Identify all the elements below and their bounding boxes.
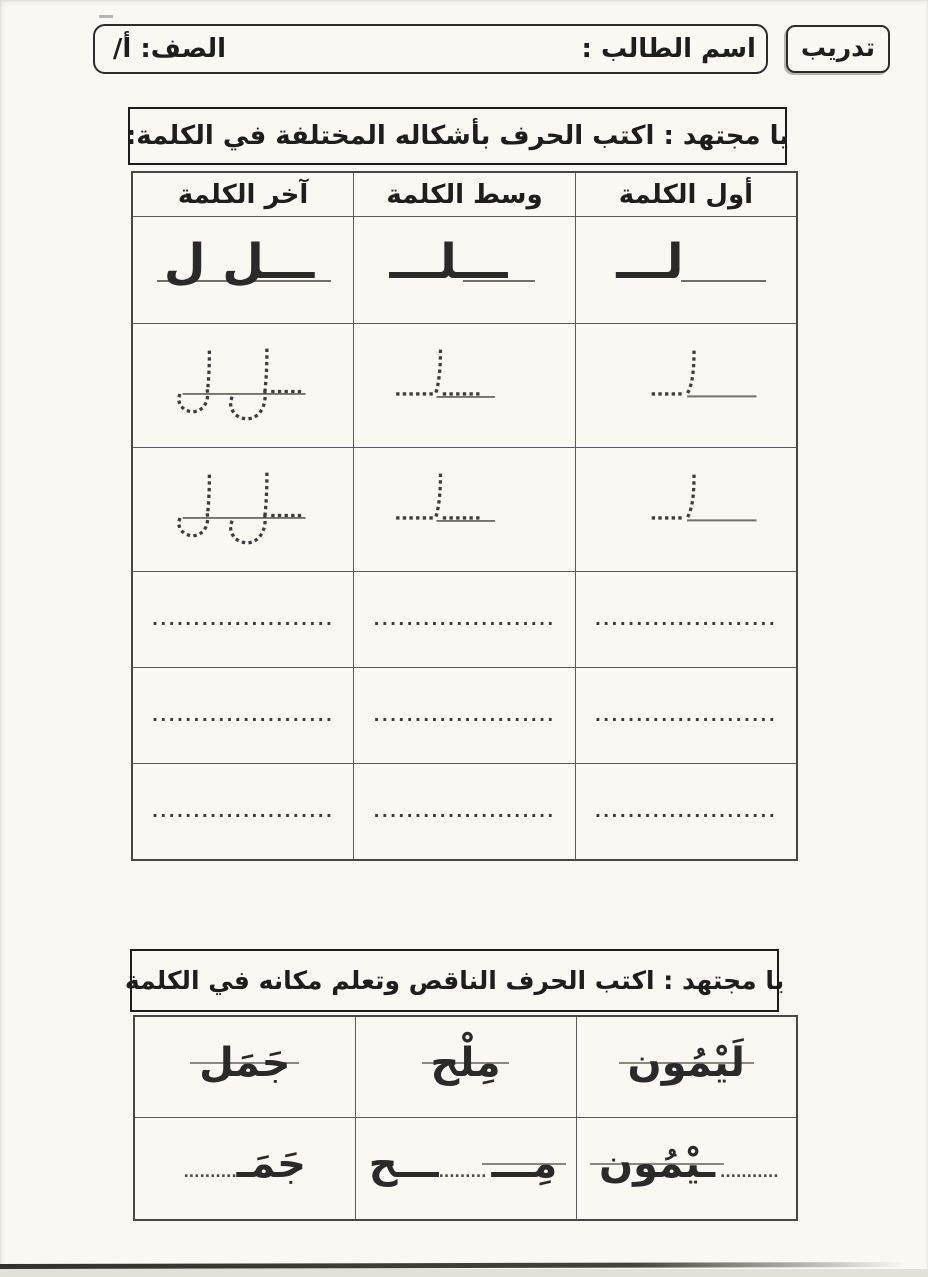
scan-artifact-line bbox=[0, 1262, 905, 1268]
cell-initial-traced[interactable] bbox=[575, 448, 797, 572]
cell-final-solid bbox=[132, 217, 354, 324]
missing-letter-blank[interactable]: ......... bbox=[438, 1165, 487, 1181]
cell-initial-traced[interactable] bbox=[575, 324, 797, 448]
practice-dotted-line[interactable]: ...................... bbox=[373, 706, 556, 725]
practice-dotted-line[interactable]: ...................... bbox=[594, 610, 777, 629]
student-name-label: اسم الطالب : bbox=[581, 34, 756, 64]
practice-row bbox=[132, 572, 797, 668]
practice-dotted-line[interactable]: ...................... bbox=[594, 802, 777, 821]
practice-dotted-line[interactable]: ...................... bbox=[152, 610, 335, 629]
table-header-row bbox=[132, 172, 797, 217]
activity2-title: يا مجتهد : اكتب الحرف الناقص وتعلم مكانه في الكلمة bbox=[124, 966, 785, 995]
word-lemon: لَيْمُون bbox=[623, 1040, 750, 1086]
student-name-box bbox=[93, 24, 768, 74]
practice-row bbox=[132, 668, 797, 764]
practice-dotted-line[interactable]: ...................... bbox=[373, 802, 556, 821]
lam-final-isolated-solid: ـــل ل bbox=[163, 234, 315, 290]
practice-cell[interactable] bbox=[132, 764, 354, 861]
lam-final-isolated-traced-icon bbox=[133, 455, 353, 565]
word-salt: مِلْح bbox=[426, 1040, 506, 1086]
missing-letter-blank[interactable]: ........... bbox=[720, 1165, 779, 1181]
scan-artifact-band bbox=[0, 1269, 928, 1277]
lam-medial-solid: ـــلـــ bbox=[389, 234, 508, 290]
practice-cell[interactable] bbox=[575, 668, 797, 764]
practice-cell[interactable] bbox=[354, 764, 576, 861]
cell-medial-traced[interactable] bbox=[354, 324, 576, 448]
word-salt-end: ـــح bbox=[368, 1141, 439, 1187]
lam-initial-traced-icon bbox=[576, 455, 796, 565]
practice-dotted-line[interactable]: ...................... bbox=[152, 706, 335, 725]
lam-medial-traced-icon bbox=[354, 455, 575, 565]
missing-letter-table bbox=[133, 1015, 798, 1221]
cell-final-traced[interactable] bbox=[132, 448, 354, 572]
lam-final-isolated-traced-icon bbox=[133, 331, 353, 441]
activity2-title-box bbox=[124, 949, 785, 1012]
cell-word-salt bbox=[355, 1016, 576, 1118]
solid-forms-row bbox=[132, 217, 797, 324]
practice-dotted-line[interactable]: ...................... bbox=[373, 610, 556, 629]
practice-cell[interactable] bbox=[132, 668, 354, 764]
practice-dotted-line[interactable]: ...................... bbox=[152, 802, 335, 821]
cell-missing-lemon[interactable] bbox=[576, 1118, 797, 1221]
missing-letter-row bbox=[134, 1118, 797, 1221]
cell-missing-camel[interactable] bbox=[134, 1118, 355, 1221]
traced-forms-row bbox=[132, 324, 797, 448]
class-label: الصف: أ/ bbox=[112, 34, 227, 64]
practice-cell[interactable] bbox=[575, 572, 797, 668]
cell-missing-salt[interactable] bbox=[355, 1118, 576, 1221]
lam-initial-traced-icon bbox=[576, 331, 796, 441]
column-header-word-end: آخر الكلمة bbox=[132, 172, 354, 217]
cell-medial-traced[interactable] bbox=[354, 448, 576, 572]
word-salt-start: مِـــ bbox=[486, 1141, 562, 1187]
student-name-blank[interactable] bbox=[226, 35, 581, 63]
column-header-word-middle: وسط الكلمة bbox=[354, 172, 576, 217]
practice-row bbox=[132, 764, 797, 861]
traced-forms-row bbox=[132, 448, 797, 572]
word-camel: جَمَل bbox=[194, 1040, 295, 1086]
word-lemon-partial: ـيْمُون bbox=[594, 1141, 720, 1187]
complete-words-row bbox=[134, 1016, 797, 1118]
cell-final-traced[interactable] bbox=[132, 324, 354, 448]
writing-line bbox=[681, 280, 766, 282]
word-camel-start: جَمَـ bbox=[236, 1141, 306, 1187]
cell-word-lemon bbox=[576, 1016, 797, 1118]
cell-medial-solid bbox=[354, 217, 576, 324]
lam-medial-traced-icon bbox=[354, 331, 575, 441]
activity1-title: يا مجتهد : اكتب الحرف بأشكاله المختلفة في الكلمة: bbox=[125, 121, 790, 151]
scan-artifact-dash bbox=[99, 15, 113, 18]
practice-cell[interactable] bbox=[575, 764, 797, 861]
letter-forms-table bbox=[131, 171, 798, 861]
missing-letter-blank[interactable]: .......... bbox=[183, 1165, 237, 1181]
training-badge bbox=[786, 25, 890, 74]
header bbox=[0, 0, 928, 74]
activity1-title-box bbox=[125, 107, 790, 165]
practice-cell[interactable] bbox=[354, 572, 576, 668]
column-header-word-start: أول الكلمة bbox=[575, 172, 797, 217]
cell-initial-solid bbox=[575, 217, 797, 324]
practice-cell[interactable] bbox=[354, 668, 576, 764]
lam-initial-solid: لـــ bbox=[616, 234, 684, 290]
practice-cell[interactable] bbox=[132, 572, 354, 668]
cell-word-camel bbox=[134, 1016, 355, 1118]
training-badge-label: تدريب bbox=[800, 32, 875, 62]
practice-dotted-line[interactable]: ...................... bbox=[594, 706, 777, 725]
